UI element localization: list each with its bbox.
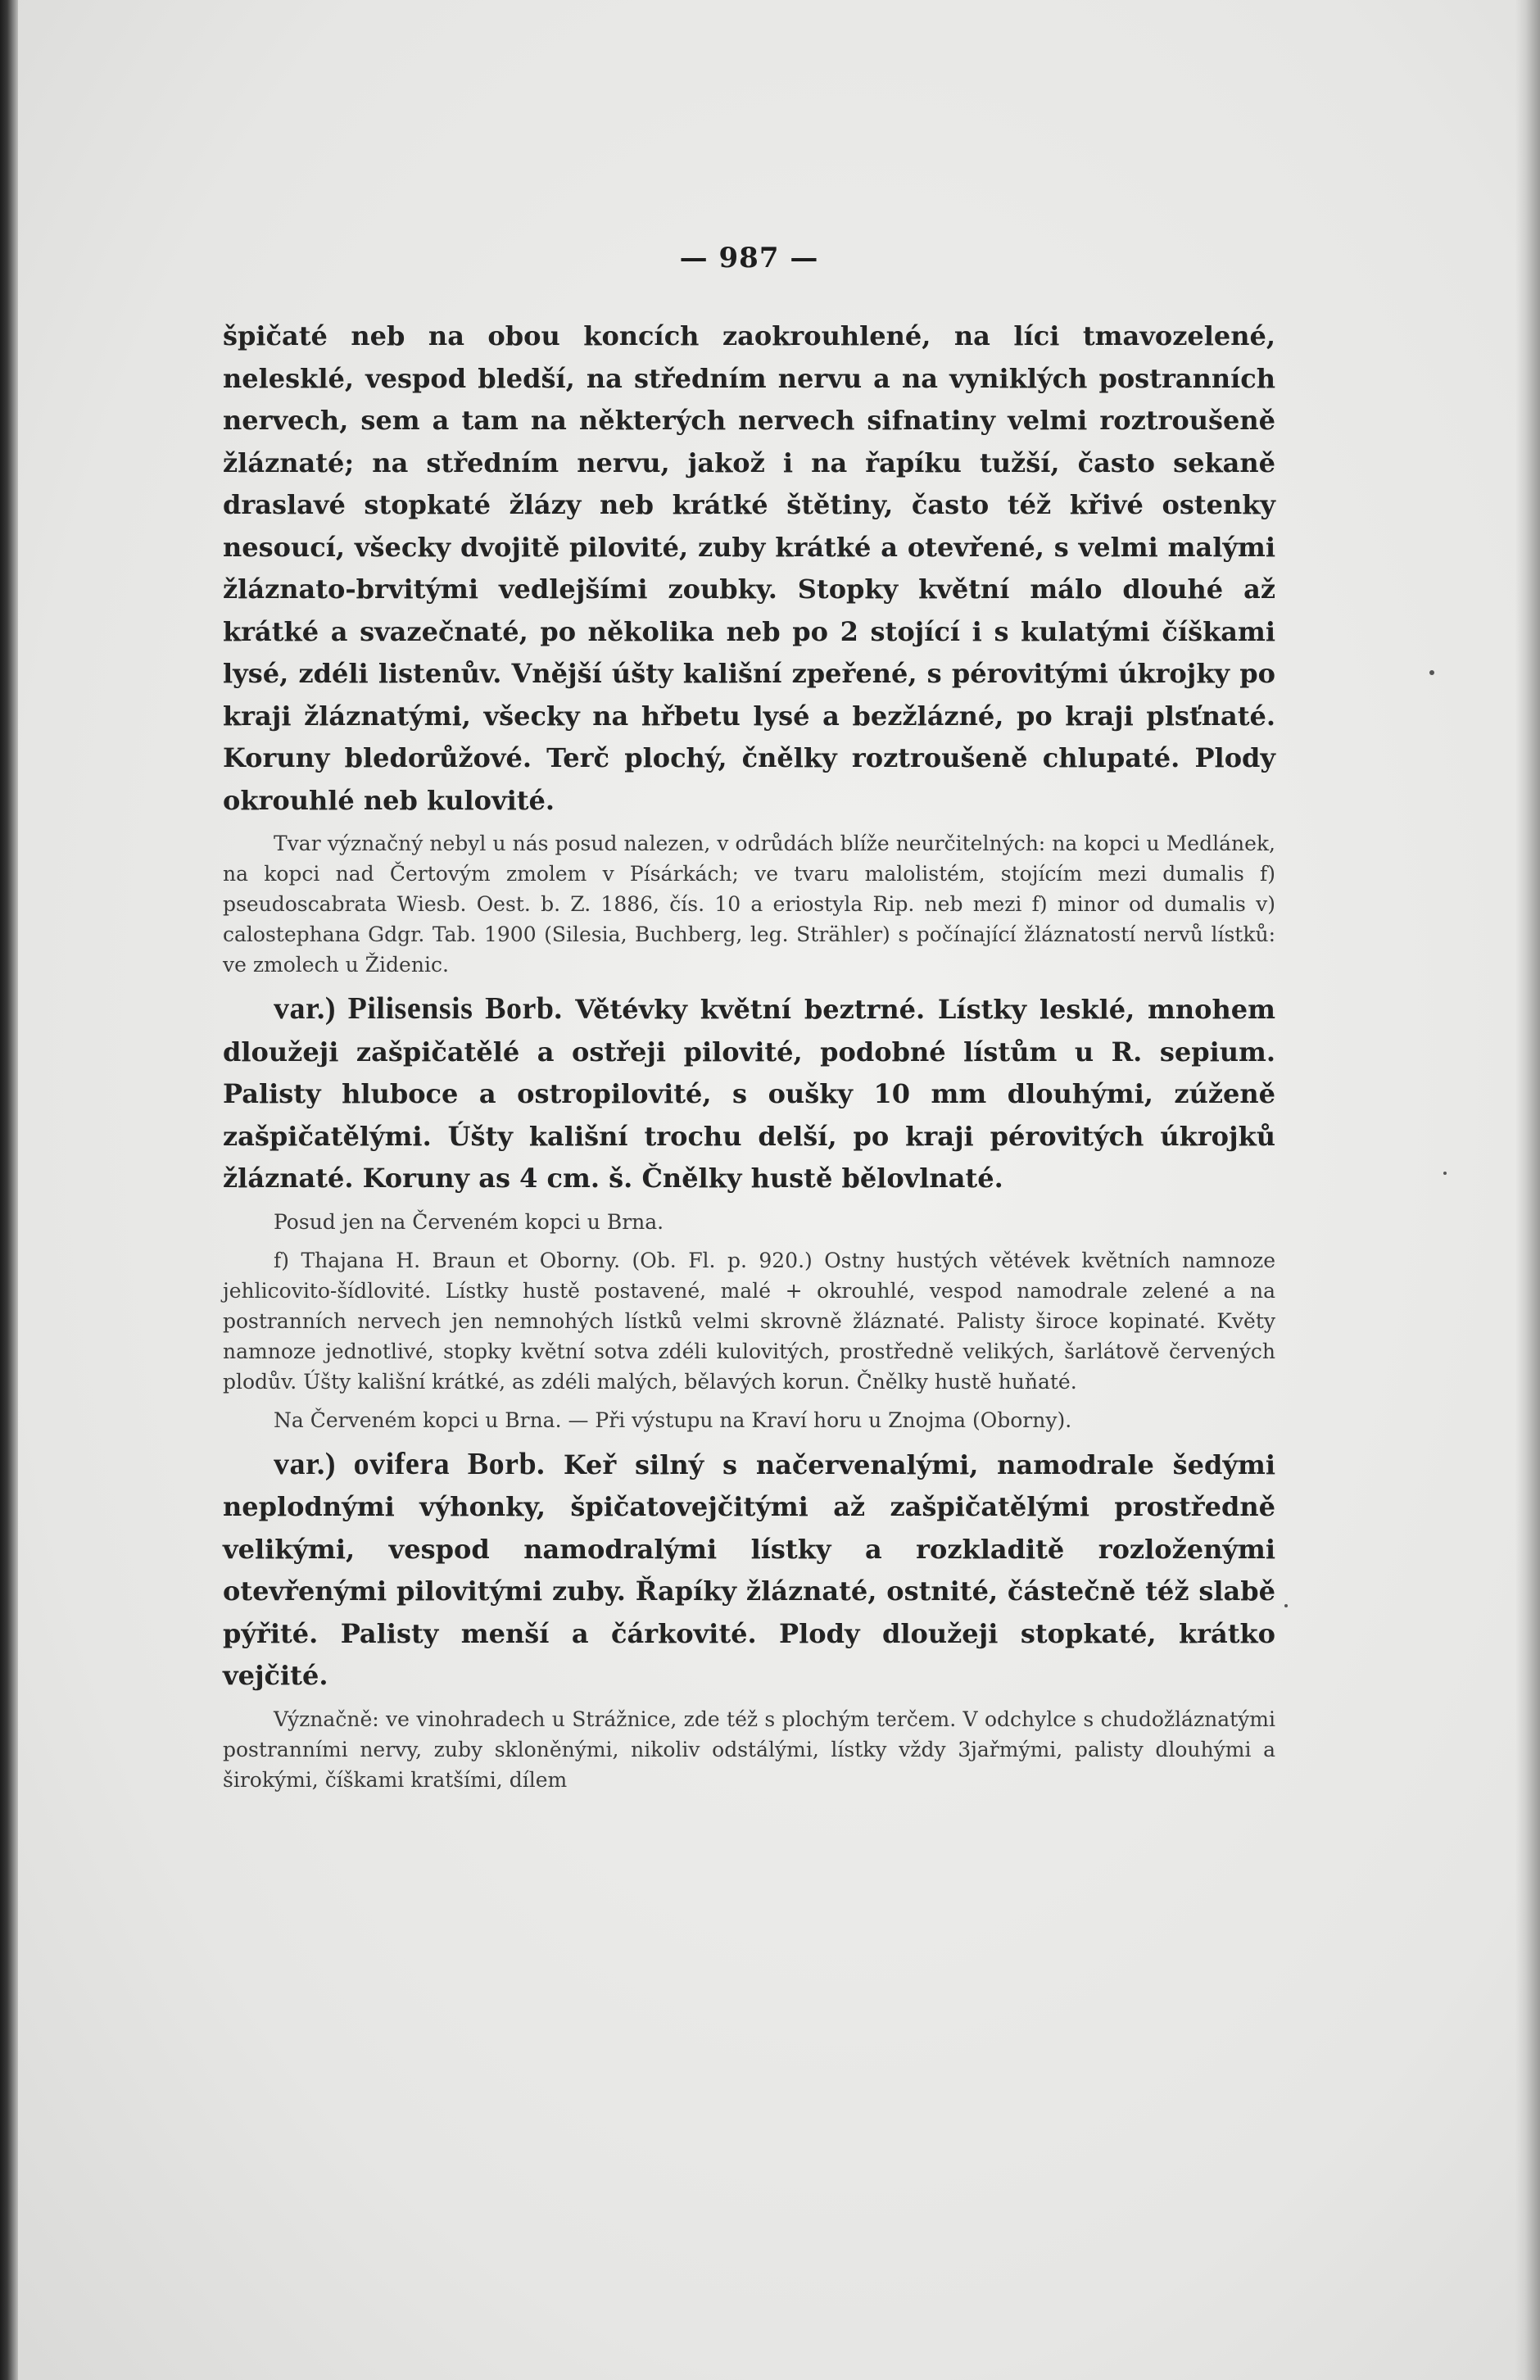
dust-speck [1429,670,1434,675]
variety-ovifera-name: var.) ovifera Borb. [274,1446,546,1481]
variety-ovifera [223,1444,1275,1698]
variety-ovifera-text: Keř silný s načervenalými, namodrale šedými neplodnými výhonky, špičatovejčitými až zašpičatělými prostředně velikými, vespod namodralými lístky a rozkladitě rozloženými otevřenými pilovitými zuby. Řapíky žláznaté, ostnité, částečně též slabě pýřité. Palisty menší a čárkovité. Plody dloužeji stopkaté, krátko vejčité. [223,1448,1275,1691]
dust-speck [1284,1604,1288,1607]
scan-left-edge-shadow [0,0,18,2380]
main-paragraph: špičaté neb na obou koncích zaokrouhlené, na líci tmavozelené, nelesklé, vespod bledší, na středním nervu a na vyniklých postranních nervech, sem a tam na některých nervech sifnatiny velmi roztroušeně žláznaté; na středním nervu, jakož i na řapíku tužší, často sekaně draslavé stopkaté žlázy neb krátké štětiny, často též křivé ostenky nesoucí, všecky dvojitě pilovité, zuby krátké a otevřené, s velmi malými žláznato-brvitými vedlejšími zoubky. Stopky květní málo dlouhé až krátké a svazečnaté, po několika neb po 2 stojící i s kulatými číškami lysé, zdéli listenův. Vnější úšty kališní zpeřené, s pérovitými úkrojky po kraji žláznatými, všecky na hřbetu lysé a bezžlázné, po kraji plsťnaté. Koruny bledorůžové. Terč plochý, čnělky roztroušeně chlupaté. Plody okrouhlé neb kulovité. [223,320,1275,816]
note-paragraph-4: Na Červeném kopci u Brna. — Při výstupu na Kraví horu u Znojma (Oborny). [274,1408,1072,1432]
book-page [223,242,1275,1803]
note-paragraph-5: Význačně: ve vinohradech u Strážnice, zde též s plochým terčem. V odchylce s chudožláznatými postranními nervy, zuby skloněnými, nikoliv odstálými, lístky vždy 3jařmými, palisty dlouhými a širokými, číškami kratšími, dílem [223,1707,1275,1792]
variety-pilisensis-name: var.) Pilisensis Borb. [274,991,563,1026]
note-paragraph-2: Posud jen na Červeném kopci u Brna. [274,1209,664,1234]
note-paragraph-1: Tvar význačný nebyl u nás posud nalezen, v odrůdách blíže neurčitelných: na kopci u Medlánek, na kopci nad Čertovým zmolem v Písárkách; ve tvaru malolistém, stojícím mezi dumalis f) pseudoscabrata Wiesb. Oest. b. Z. 1886, čís. 10 a eriostyla Rip. neb mezi f) minor od dumalis v) calostephana Gdgr. Tab. 1900 (Silesia, Buchberg, leg. Strähler) s počínající žláznatostí nervů lístků: ve zmolech u Židenic. [223,832,1275,977]
variety-pilisensis [223,988,1275,1200]
dust-speck [1443,1172,1447,1175]
page-number: — 987 — [679,242,819,274]
variety-pilisensis-text: Větévky květní beztrné. Lístky lesklé, mnohem dloužeji zašpičatělé a ostřeji pilovité, podobné lístům u R. sepium. Palisty hluboce a ostropilovité, s oušky 10 mm dlouhými, zúženě zašpičatělými. Úšty kališní trochu delší, po kraji pérovitých úkrojků žláznaté. Koruny as 4 cm. š. Čnělky hustě bělovlnaté. [223,994,1276,1194]
scan-right-edge-shadow [1515,0,1540,2380]
note-paragraph-3: f) Thajana H. Braun et Oborny. (Ob. Fl. p. 920.) Ostny hustých větévek květních namnoze jehlicovito-šídlovité. Lístky hustě postavené, malé + okrouhlé, vespod namodrale zelené a na postranních nervech jen nemnohých lístků velmi skrovně žláznaté. Palisty široce kopinaté. Květy namnoze jednotlivé, stopky květní sotva zdéli kulovitých, prostředně velikých, šarlátově červených plodův. Úšty kališní krátké, as zdéli malých, bělavých korun. Čnělky hustě huňaté. [223,1248,1275,1394]
